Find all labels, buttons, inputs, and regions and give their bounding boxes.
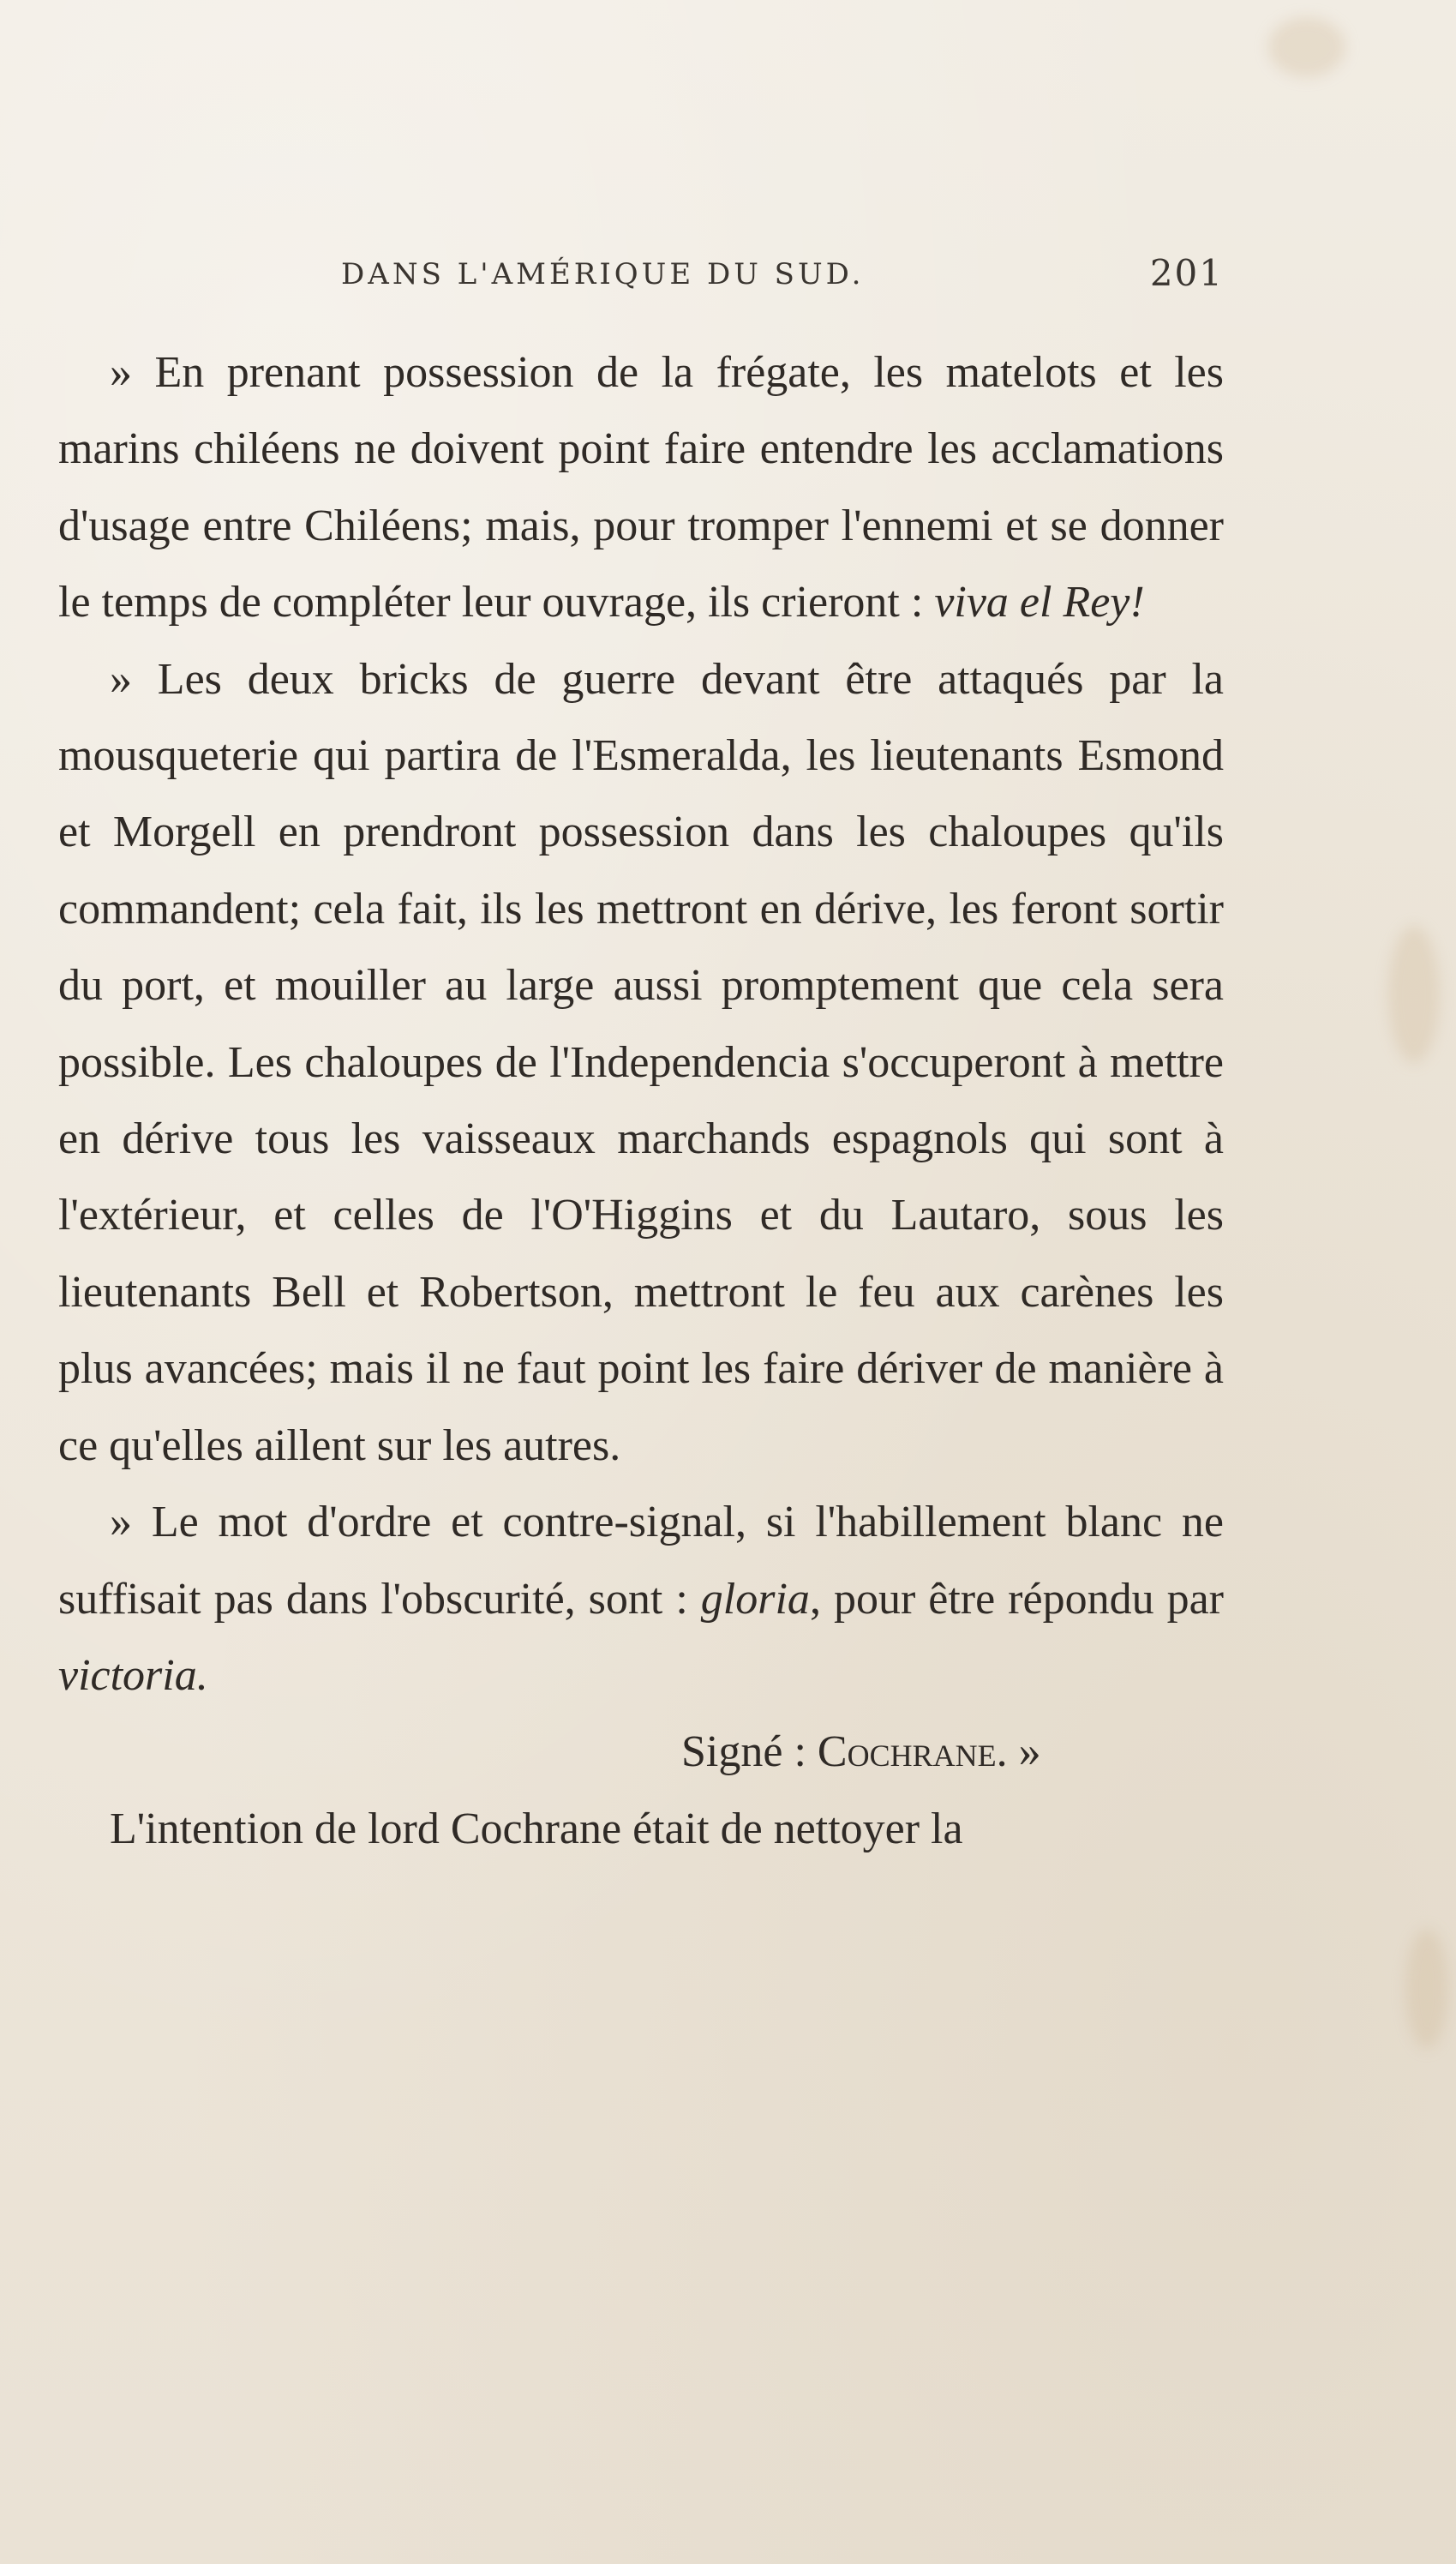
text-segment: L'intention de lord Cochrane était de nettoyer la bbox=[110, 1804, 963, 1853]
text-segment: » Les deux bricks de guerre devant être attaqués par la mousqueterie qui partira de l'Esmeralda, les lieutenants Esmond et Morgell en prendront possession dans les chaloupes qu'ils commandent; cela fait, ils les mettront en dérive, les feront sortir du port, et mouiller au large aussi promptement que cela sera possible. Les chaloupes de l'Independencia s'occuperont à mettre en dérive tous les vaisseaux marchands espagnols qui sont à l'extérieur, et celles de l'O'Higgins et du Lautaro, sous les lieutenants Bell et Robertson, mettront le feu aux carènes les plus avancées; mais il ne faut point les faire dériver de manière à ce qu'elles aillent sur les autres. bbox=[58, 654, 1224, 1470]
signature-suffix: » bbox=[1007, 1727, 1041, 1777]
running-title: DANS L'AMÉRIQUE DU SUD. bbox=[341, 257, 865, 291]
italic-segment: viva el Rey! bbox=[934, 578, 1145, 627]
text-segment: , pour être répondu par bbox=[809, 1574, 1224, 1624]
page-number: 201 bbox=[1149, 252, 1224, 294]
text-segment: » Le mot d'ordre et contre-signal, si l'habillement blanc ne suffisait pas dans l'obscurité, sont : bbox=[58, 1498, 1224, 1624]
signature-name: Cochrane. bbox=[817, 1727, 1008, 1777]
page-stain bbox=[1388, 926, 1440, 1063]
paragraph bbox=[58, 334, 1224, 641]
signature-prefix: Signé : bbox=[681, 1727, 818, 1777]
text-segment: » En prenant possession de la frégate, les matelots et les marins chiléens ne doivent point faire entendre les acclamations d'usage entre Chiléens; mais, pour tromper l'ennemi et se donner le temps de compléter leur ouvrage, ils crieront : bbox=[58, 348, 1224, 627]
closing-line bbox=[58, 1791, 1224, 1867]
page-stain bbox=[1268, 17, 1345, 77]
body-text bbox=[58, 334, 1224, 1867]
running-head bbox=[58, 252, 1224, 309]
italic-segment: gloria bbox=[700, 1574, 810, 1624]
paragraph bbox=[58, 641, 1224, 1484]
signature-line bbox=[58, 1714, 1224, 1790]
italic-segment: victoria. bbox=[58, 1650, 208, 1700]
paragraph bbox=[58, 1484, 1224, 1714]
page-stain bbox=[1405, 1929, 1448, 2049]
